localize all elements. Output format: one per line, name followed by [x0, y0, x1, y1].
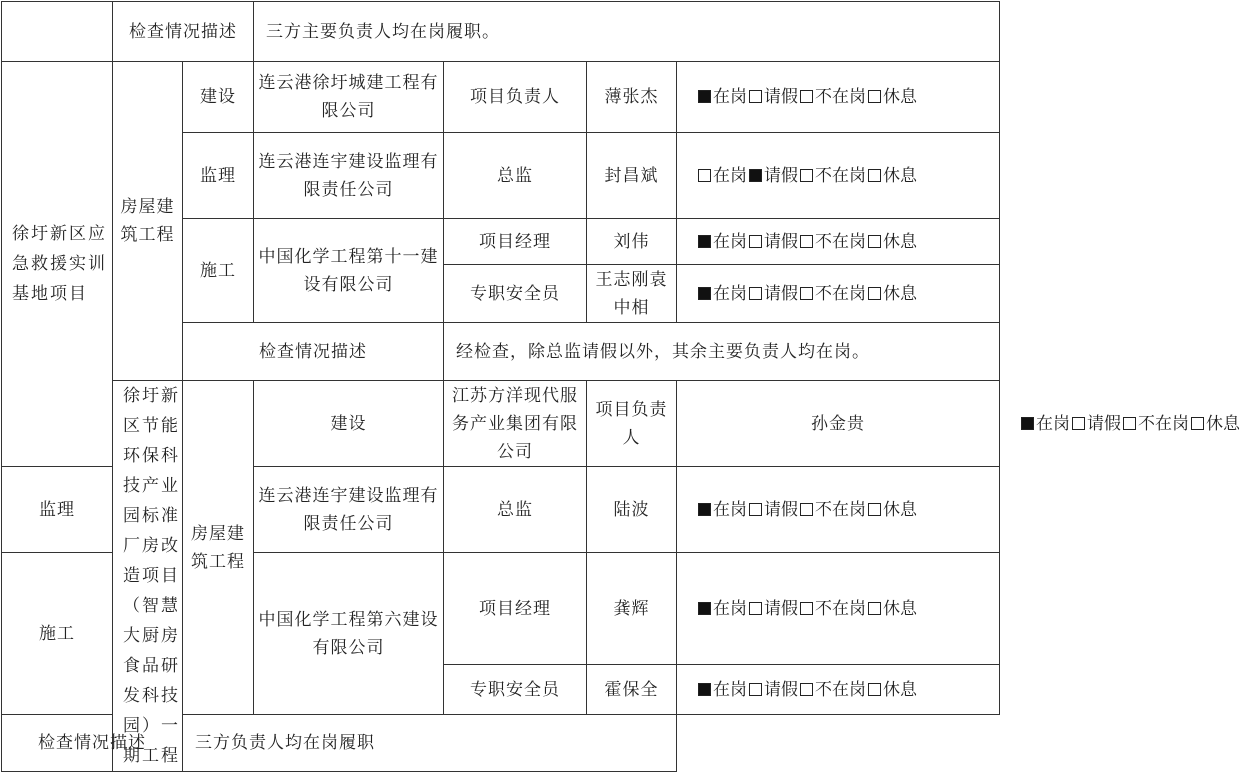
- status-option-label: 不在岗: [815, 87, 866, 107]
- role-cell: 施工: [2, 553, 113, 715]
- checkbox-icon[interactable]: [800, 235, 813, 248]
- checkbox-icon[interactable]: [868, 683, 881, 696]
- status-options: [677, 467, 1000, 553]
- status-option-label: 休息: [1206, 413, 1240, 434]
- status-option-label: 在岗: [713, 283, 747, 304]
- checkbox-icon[interactable]: [749, 683, 762, 696]
- role-cell: 建设: [183, 62, 254, 133]
- status-option-label: 请假: [764, 87, 798, 107]
- company-cell: 江苏方洋现代服务产业集团有限公司: [444, 381, 587, 467]
- checkbox-icon[interactable]: [800, 503, 813, 516]
- check-label: 检查情况描述: [183, 323, 444, 381]
- status-option-label: 休息: [883, 165, 917, 186]
- status-option-label: 休息: [883, 598, 917, 619]
- person-cell: 刘伟: [587, 219, 677, 265]
- status-option-label: 请假: [764, 598, 798, 619]
- status-options: [677, 62, 1000, 133]
- status-option-label: 不在岗: [815, 598, 866, 619]
- status-option-label: 休息: [883, 87, 917, 107]
- checkbox-icon[interactable]: [1191, 417, 1204, 430]
- inspection-table: [1, 1, 1240, 772]
- status-option-label: 不在岗: [815, 283, 866, 304]
- status-option-label: 在岗: [713, 165, 747, 186]
- checkbox-icon[interactable]: [800, 90, 813, 103]
- checkbox-icon[interactable]: [698, 602, 711, 615]
- position-cell: 总监: [444, 467, 587, 553]
- checkbox-icon[interactable]: [868, 169, 881, 182]
- company-cell: 连云港连宇建设监理有限责任公司: [254, 467, 444, 553]
- status-option-label: 不在岗: [815, 679, 866, 700]
- status-option-label: 请假: [764, 499, 798, 520]
- status-option-label: 休息: [883, 679, 917, 700]
- check-description: 三方主要负责人均在岗履职。: [254, 2, 1000, 62]
- status-option-label: 休息: [883, 283, 917, 304]
- check-description: 经检查，除总监请假以外，其余主要负责人均在岗。: [444, 323, 1000, 381]
- position-cell: 项目负责人: [587, 381, 677, 467]
- checkbox-icon[interactable]: [698, 683, 711, 696]
- checkbox-icon[interactable]: [800, 287, 813, 300]
- top-description-row: [2, 2, 1000, 62]
- check-label: 检查情况描述: [113, 2, 254, 62]
- person-cell: 霍保全: [587, 665, 677, 715]
- category-cell: 房屋建筑工程: [183, 381, 254, 715]
- role-cell: 监理: [2, 467, 113, 553]
- checkbox-icon[interactable]: [698, 235, 711, 248]
- status-options: [677, 553, 1000, 665]
- checkbox-icon[interactable]: [698, 169, 711, 182]
- checkbox-icon[interactable]: [1123, 417, 1136, 430]
- checkbox-icon[interactable]: [749, 169, 762, 182]
- status-options: [677, 265, 1000, 323]
- person-cell: 陆波: [587, 467, 677, 553]
- table-row: [2, 62, 1000, 133]
- checkbox-icon[interactable]: [698, 287, 711, 300]
- checkbox-icon[interactable]: [800, 683, 813, 696]
- checkbox-icon[interactable]: [749, 287, 762, 300]
- checkbox-icon[interactable]: [698, 503, 711, 516]
- position-cell: 总监: [444, 133, 587, 219]
- checkbox-icon[interactable]: [868, 90, 881, 103]
- status-option-label: 不在岗: [815, 499, 866, 520]
- status-option-label: 请假: [764, 283, 798, 304]
- person-cell: 龚辉: [587, 553, 677, 665]
- status-option-label: 请假: [764, 679, 798, 700]
- category-cell: 房屋建筑工程: [113, 62, 183, 381]
- empty-cell: [2, 2, 113, 62]
- company-cell: 连云港徐圩城建工程有限公司: [254, 62, 444, 133]
- checkbox-icon[interactable]: [1072, 417, 1085, 430]
- status-option-label: 在岗: [713, 231, 747, 252]
- status-options: [677, 219, 1000, 265]
- role-cell: 施工: [183, 219, 254, 323]
- position-cell: 项目负责人: [444, 62, 587, 133]
- role-cell: 建设: [254, 381, 444, 467]
- project-name: 徐圩新区应急救援实训基地项目: [2, 62, 113, 467]
- checkbox-icon[interactable]: [1021, 417, 1034, 430]
- checkbox-icon[interactable]: [698, 90, 711, 103]
- status-option-label: 不在岗: [1138, 413, 1189, 434]
- position-cell: 专职安全员: [444, 665, 587, 715]
- checkbox-icon[interactable]: [749, 235, 762, 248]
- status-option-label: 休息: [883, 499, 917, 520]
- status-option-label: 休息: [883, 231, 917, 252]
- company-cell: 中国化学工程第六建设有限公司: [254, 553, 444, 715]
- checkbox-icon[interactable]: [868, 235, 881, 248]
- checkbox-icon[interactable]: [800, 602, 813, 615]
- position-cell: 项目经理: [444, 553, 587, 665]
- checkbox-icon[interactable]: [749, 602, 762, 615]
- checkbox-icon[interactable]: [800, 169, 813, 182]
- person-cell: 孙金贵: [677, 381, 1000, 467]
- table-row: [2, 381, 1000, 467]
- status-options: [677, 665, 1000, 715]
- person-cell: 薄张杰: [587, 62, 677, 133]
- status-option-label: 请假: [1087, 413, 1121, 434]
- status-option-label: 在岗: [713, 499, 747, 520]
- position-cell: 专职安全员: [444, 265, 587, 323]
- status-option-label: 在岗: [713, 598, 747, 619]
- checkbox-icon[interactable]: [868, 602, 881, 615]
- position-cell: 项目经理: [444, 219, 587, 265]
- status-option-label: 在岗: [1036, 413, 1070, 434]
- status-option-label: 请假: [764, 165, 798, 186]
- role-cell: 监理: [183, 133, 254, 219]
- person-cell: 王志刚袁中相: [587, 265, 677, 323]
- check-description: 三方负责人均在岗履职: [183, 715, 677, 772]
- status-options: [677, 133, 1000, 219]
- checkbox-icon[interactable]: [868, 287, 881, 300]
- person-cell: 封昌斌: [587, 133, 677, 219]
- status-option-label: 请假: [764, 231, 798, 252]
- status-option-label: 不在岗: [815, 231, 866, 252]
- checkbox-icon[interactable]: [868, 503, 881, 516]
- company-cell: 连云港连宇建设监理有限责任公司: [254, 133, 444, 219]
- company-cell: 中国化学工程第十一建设有限公司: [254, 219, 444, 323]
- status-option-label: 在岗: [713, 679, 747, 700]
- status-option-label: 在岗: [713, 87, 747, 107]
- project-name: 徐圩新区节能环保科技产业园标准厂房改造项目（智慧大厨房食品研发科技园）一期工程: [113, 381, 183, 772]
- check-label: 检查情况描述: [2, 715, 183, 772]
- status-option-label: 不在岗: [815, 165, 866, 186]
- checkbox-icon[interactable]: [749, 90, 762, 103]
- checkbox-icon[interactable]: [749, 503, 762, 516]
